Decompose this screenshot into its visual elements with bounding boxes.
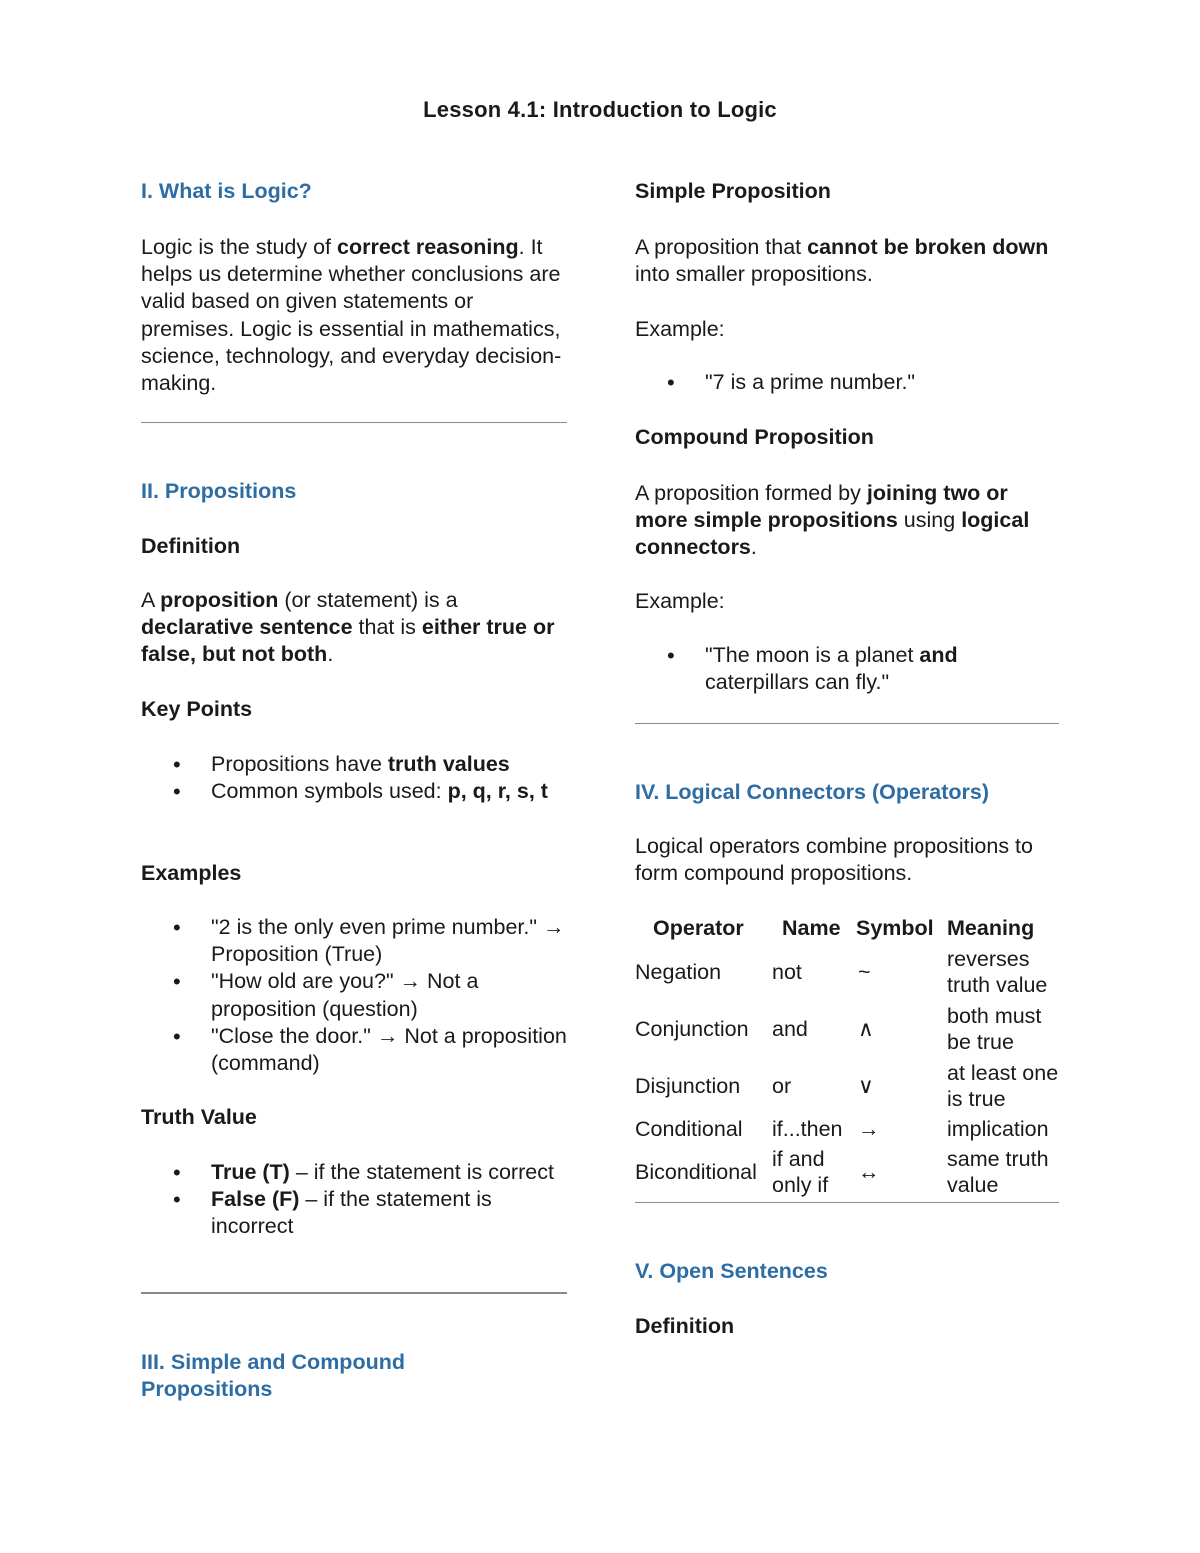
bold-run: proposition <box>160 588 279 612</box>
bold-run: cannot be broken down <box>807 235 1049 259</box>
subheading-truth-value: Truth Value <box>141 1105 257 1129</box>
operators-table <box>635 914 1063 1200</box>
compound-proposition-paragraph <box>635 480 1063 562</box>
key-points-list <box>141 751 569 805</box>
operators-table-wrapper <box>635 914 1063 1200</box>
page-title: Lesson 4.1: Introduction to Logic <box>423 97 777 122</box>
text-run: A proposition that <box>635 235 808 259</box>
examples-list <box>141 914 569 1077</box>
bold-run: truth values <box>387 752 510 776</box>
text-run: Common symbols used: <box>211 779 448 804</box>
section-heading-propositions: II. Propositions <box>141 479 297 503</box>
text-run: caterpillars can fly." <box>705 670 890 695</box>
text-run: – if the statement is correct <box>289 1160 554 1184</box>
cell-symbol: → <box>858 1117 880 1141</box>
compound-example-list <box>635 642 1035 696</box>
logical-connectors-intro: Logical operators combine propositions to form compound propositions. <box>635 834 1033 886</box>
text-run: Propositions have <box>211 752 388 776</box>
cell-meaning: both must be true <box>947 1003 1042 1054</box>
list-item: • "How old are you?" → Not a proposition (question) <box>141 968 569 1022</box>
header-name: Name <box>782 916 841 941</box>
table-row <box>635 944 1063 1000</box>
cell-meaning: implication <box>947 1117 1049 1141</box>
table-header-row <box>635 914 1063 944</box>
bold-run: correct reasoning <box>337 235 519 259</box>
section-heading-simple-compound: III. Simple and Compound Propositions <box>141 1350 405 1402</box>
cell-symbol: ~ <box>858 960 871 984</box>
bold-run: False (F) <box>211 1187 300 1212</box>
subheading-definition: Definition <box>141 534 241 558</box>
cell-meaning: same truth value <box>947 1147 1049 1197</box>
text-run: A proposition formed by <box>635 481 867 505</box>
cell-symbol: ∨ <box>858 1073 874 1098</box>
bold-run: and <box>919 643 958 667</box>
text-run: . It helps us determine whether conclusions are valid based on given statements or premises. Logic is essential in mathematics, science, technology, and everyday decision-making. <box>141 235 562 396</box>
list-item <box>141 1186 569 1240</box>
section-divider <box>635 1202 1059 1203</box>
text-run: into smaller propositions. <box>635 262 873 287</box>
cell-symbol: ↔ <box>858 1160 880 1184</box>
header-meaning: Meaning <box>947 916 1035 941</box>
section-heading-logical-connectors: IV. Logical Connectors (Operators) <box>635 780 990 804</box>
text-run: "The moon is a planet <box>705 643 920 667</box>
header-symbol: Symbol <box>856 916 934 941</box>
section-heading-open-sentences: V. Open Sentences <box>635 1259 828 1283</box>
text-run: that is <box>352 615 422 640</box>
bold-run: joining two or more simple propositions <box>635 481 1008 533</box>
text-run: . <box>750 535 757 560</box>
example-label: Example: <box>635 317 725 341</box>
list-item <box>635 642 1035 696</box>
cell-operator: Biconditional <box>635 1160 757 1184</box>
section-divider <box>635 723 1059 724</box>
bold-run: declarative sentence <box>141 615 353 640</box>
simple-proposition-paragraph <box>635 234 1063 288</box>
simple-example-list <box>635 369 1063 396</box>
subheading-key-points: Key Points <box>141 697 253 721</box>
text-run: (or statement) is a <box>278 588 458 612</box>
table-row <box>635 1144 1063 1200</box>
list-item <box>141 778 569 805</box>
truth-value-list <box>141 1159 569 1241</box>
cell-name: and <box>772 1016 808 1041</box>
text-run: Logic is the study of <box>141 235 337 259</box>
cell-symbol: ∧ <box>858 1016 874 1041</box>
bold-run: p, q, r, s, t <box>447 779 548 804</box>
cell-operator: Disjunction <box>635 1073 741 1098</box>
cell-name: not <box>772 960 802 984</box>
text-run: – if the statement is incorrect <box>211 1187 492 1239</box>
list-item <box>141 751 569 778</box>
logic-definition-paragraph <box>141 234 569 397</box>
subheading-compound-proposition: Compound Proposition <box>635 425 874 449</box>
text-run: . <box>327 642 334 667</box>
list-item: • "2 is the only even prime number." → Proposition (True) <box>141 914 569 968</box>
example-label: Example: <box>635 589 725 613</box>
text-run: A <box>141 588 161 612</box>
text-run: using <box>897 508 962 533</box>
list-item: • "Close the door." → Not a proposition (command) <box>141 1023 569 1077</box>
cell-meaning: at least one is true <box>947 1060 1059 1111</box>
cell-operator: Conditional <box>635 1117 743 1141</box>
section-divider <box>141 1292 567 1294</box>
subheading-simple-proposition: Simple Proposition <box>635 179 831 203</box>
bold-run: True (T) <box>211 1160 290 1184</box>
section-divider <box>141 422 567 423</box>
cell-name: or <box>772 1073 792 1098</box>
list-item <box>141 1159 569 1186</box>
table-row <box>635 1114 1063 1144</box>
table-row <box>635 1000 1063 1057</box>
header-operator: Operator <box>653 916 744 941</box>
cell-operator: Conjunction <box>635 1016 749 1041</box>
table-row <box>635 1057 1063 1114</box>
section-heading-what-is-logic: I. What is Logic? <box>141 179 312 203</box>
cell-meaning: reverses truth value <box>947 947 1048 997</box>
bold-run: either true or false, but not both <box>141 615 555 667</box>
proposition-definition-paragraph <box>141 587 569 669</box>
cell-name: if...then <box>772 1117 843 1141</box>
bold-run: logical connectors <box>635 508 1030 560</box>
subheading-examples: Examples <box>141 861 242 885</box>
list-item: • "7 is a prime number." <box>635 369 1063 396</box>
cell-name: if and only if <box>772 1147 829 1197</box>
cell-operator: Negation <box>635 960 722 984</box>
subheading-definition: Definition <box>635 1314 735 1338</box>
